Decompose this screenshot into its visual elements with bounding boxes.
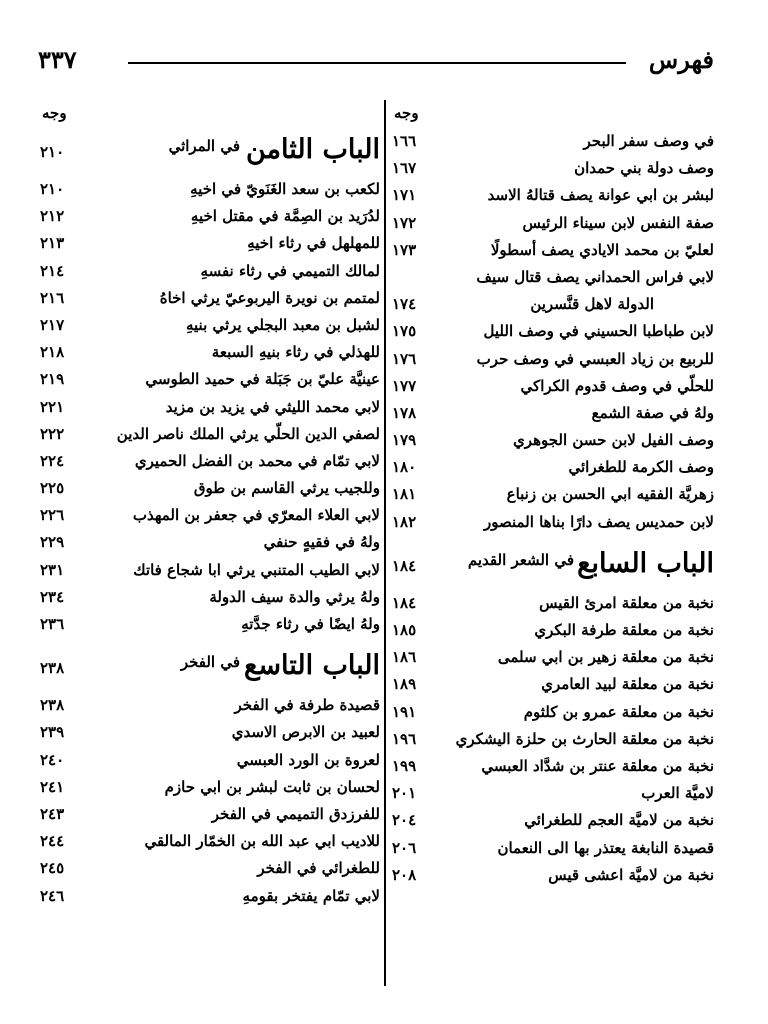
header-rule [128, 62, 626, 64]
entry-title: ولهُ في صفة الشمع [591, 403, 714, 422]
toc-entry [40, 801, 380, 828]
page-column-header: وجه [42, 104, 67, 122]
toc-entry [40, 557, 380, 584]
entry-title: قصيدة طرفة في الفخر [234, 696, 380, 715]
entry-title: لابي فراس الحمداني يصف قتال سيف [476, 267, 714, 286]
toc-entry [392, 644, 714, 671]
toc-entry [40, 258, 380, 285]
entry-title: لابي الطيب المتنبي يرثي ابا شجاع فاتك [133, 560, 380, 579]
entry-title: لعليّ بن محمد الايادي يصف أسطولًا [490, 240, 714, 259]
entry-title: لشبل بن معبد البجلي يرثي بنيهِ [185, 315, 380, 334]
toc-entry [392, 237, 714, 264]
entry-page: ٢٤١ [40, 777, 65, 796]
toc-entry [392, 807, 714, 834]
entry-title: لابي تمّام يفتخر بقومهِ [242, 886, 380, 905]
entry-page: ٢٢١ [40, 397, 65, 416]
entry-page: ١٨٩ [392, 675, 417, 694]
section-subtitle: في الفخر [180, 653, 240, 672]
entry-title: نخبة من معلقة عنتر بن شدَّاد العبسي [481, 756, 714, 775]
toc-entry [392, 481, 714, 508]
entry-title: لابن حمديس يصف دارًا بناها المنصور [483, 512, 714, 531]
section-page: ١٨٤ [392, 556, 417, 575]
entry-title: الدولة لاهل قنَّسرين [530, 295, 654, 314]
toc-entry [40, 774, 380, 801]
entry-page: ٢٠١ [392, 784, 417, 803]
toc-entry [40, 611, 380, 638]
entry-title: لابي تمّام في محمد بن الفضل الحميري [134, 451, 380, 470]
toc-entry [40, 448, 380, 475]
toc-entry [392, 726, 714, 753]
toc-entry [392, 617, 714, 644]
toc-entry [40, 692, 380, 719]
toc-entry [392, 264, 714, 291]
toc-entry [392, 509, 714, 536]
entry-page: ١٧٩ [392, 431, 417, 450]
section-subtitle: في المراثي [168, 137, 240, 155]
entry-title: لابي العلاء المعرّي في جعفر بن المهذب [132, 506, 380, 525]
entry-title: للطغرائي في الفخر [257, 859, 380, 878]
left-column [40, 98, 380, 988]
toc-entry [392, 454, 714, 481]
entry-page: ٢٢٥ [40, 479, 65, 498]
toc-entry [40, 203, 380, 230]
entry-title: وللجيب يرثي القاسم بن طوق [193, 479, 380, 498]
entry-title: نخبة من لاميَّة العجم للطغرائي [524, 811, 714, 830]
toc-entry [40, 421, 380, 448]
toc-entry [392, 210, 714, 237]
entry-page: ٢٢٤ [40, 451, 65, 470]
toc-entry [392, 427, 714, 454]
entry-page: ٢١٨ [40, 343, 65, 362]
entry-title: ولهُ في فقيهٍ حنفي [263, 533, 380, 552]
entry-page: ١٩١ [392, 702, 417, 721]
entry-page: ٢٣٦ [40, 615, 65, 633]
entry-title: لحسان بن ثابت لبشر بن ابي حازم [164, 777, 380, 796]
entry-title: للربيع بن زياد العبسي في وصف حرب [476, 349, 714, 368]
entry-title: لابن طباطبا الحسيني في وصف الليل [483, 322, 714, 341]
entry-page: ٢٠٨ [392, 865, 417, 884]
section-title: الباب الثامن [245, 134, 380, 165]
toc-entry [392, 400, 714, 427]
entry-title: لعروة بن الورد العبسي [236, 750, 380, 769]
entry-title: نخبة من معلقة زهير بن ابي سلمى [497, 648, 714, 667]
entry-page: ١٧١ [392, 186, 417, 205]
entry-page: ٢٤٠ [40, 750, 65, 769]
entry-title: للمهلهل في رثاء اخيهِ [247, 234, 380, 253]
entry-list [40, 692, 380, 910]
toc-entry [392, 671, 714, 698]
entry-page: ١٨٠ [392, 458, 417, 477]
section-title: الباب التاسع [243, 650, 380, 682]
entry-page: ١٦٧ [392, 159, 417, 178]
entry-title: لبشر بن ابي عوانة يصف قتالهُ الاسد [487, 186, 714, 205]
toc-entry [40, 176, 380, 203]
toc-entry [392, 699, 714, 726]
toc-entry [392, 346, 714, 373]
toc-entry [40, 529, 380, 556]
entry-page: ٢١٤ [40, 261, 65, 280]
entry-title: زهريَّة الفقيه ابي الحسن بن زنباع [506, 485, 714, 504]
toc-entry [40, 883, 380, 910]
entry-title: للحلّي في وصف قدوم الكراكي [520, 376, 714, 395]
entry-page: ٢٢٩ [40, 533, 65, 552]
entry-title: نخبة من لاميَّة اعشى قيس [548, 865, 714, 884]
entry-title: نخبة من معلقة طرفة البكري [534, 621, 714, 639]
entry-title: وصف دولة بني حمدان [574, 159, 714, 178]
entry-page: ٢٤٥ [40, 859, 65, 878]
entry-page: ١٨١ [392, 485, 417, 504]
toc-entry [392, 862, 714, 889]
entry-page: ١٦٦ [392, 132, 417, 150]
entry-page: ٢١٢ [40, 207, 65, 226]
entry-title: للاديب ابي عبد الله بن الخمّار المالقي [144, 832, 380, 851]
section-page: ٢٣٨ [40, 659, 65, 678]
entry-title: نخبة من معلقة امرئ القيس [539, 593, 714, 612]
section-subtitle: في الشعر القديم [467, 550, 574, 569]
section-heading [40, 644, 380, 692]
toc-entry [40, 855, 380, 882]
entry-page: ٢٠٤ [392, 811, 417, 830]
entry-title: لابي محمد الليثي في يزيد بن مزيد [165, 397, 380, 416]
column-divider [384, 100, 386, 986]
toc-entry [392, 590, 714, 617]
toc-entry [40, 719, 380, 746]
toc-entry [392, 780, 714, 807]
entry-page: ٢٢٢ [40, 424, 65, 443]
entry-page: ٢١٣ [40, 234, 65, 253]
entry-title: للهذلي في رثاء بنيهِ السبعة [211, 343, 380, 362]
entry-page: ٢٠٦ [392, 838, 417, 857]
toc-entry [392, 291, 714, 318]
entry-page: ٢٤٤ [40, 832, 65, 851]
toc-entry [40, 339, 380, 366]
entry-page: ١٩٩ [392, 756, 417, 775]
entry-title: نخبة من معلقة عمرو بن كلثوم [523, 702, 714, 721]
entry-title: وصف الفيل لابن حسن الجوهري [513, 431, 714, 450]
entry-page: ١٧٧ [392, 376, 417, 395]
entry-page: ١٧٤ [392, 295, 417, 314]
toc-entry [392, 128, 714, 155]
entry-title: للفرزدق التميمي في الفخر [211, 804, 380, 823]
entry-page: ١٨٤ [392, 593, 417, 612]
entry-title: ولهُ ايضًا في رثاء جدَّتهِ [241, 615, 380, 633]
entry-page: ٢٣٩ [40, 723, 65, 742]
entry-title: لصفي الدين الحلّي يرثي الملك ناصر الدين [116, 424, 380, 443]
toc-entry [40, 312, 380, 339]
entry-title: لكعب بن سعد الغَنَويّ في اخيهِ [190, 180, 380, 198]
toc-entry [40, 584, 380, 611]
entry-title: ولهُ يرثي والدة سيف الدولة [209, 587, 380, 606]
entry-page: ٢١٩ [40, 370, 65, 389]
section-title: الباب السابع [577, 547, 714, 579]
entry-list [392, 128, 714, 536]
toc-entry [392, 373, 714, 400]
page-header [38, 42, 714, 82]
entry-page: ٢٢٦ [40, 506, 65, 525]
entry-page: ١٩٦ [392, 729, 417, 748]
entry-page: ١٧٥ [392, 322, 417, 341]
entry-page: ٢٤٣ [40, 804, 65, 823]
entry-title: عينيَّة عليّ بن جَبَلة في حميد الطوسي [145, 370, 380, 389]
entry-page: ٢١٧ [40, 315, 65, 334]
entry-title: قصيدة النابغة يعتذر بها الى النعمان [497, 838, 714, 857]
toc-entry [40, 285, 380, 312]
toc-entry [392, 835, 714, 862]
toc-entry [40, 230, 380, 257]
entry-title: لاميَّة العرب [641, 784, 714, 803]
entry-title: نخبة من معلقة لبيد العامري [541, 675, 714, 694]
entry-page: ٢٣١ [40, 560, 65, 579]
entry-title: لدُرَيد بن الصِمَّة في مقتل اخيهِ [190, 207, 380, 226]
section-page: ٢١٠ [40, 143, 65, 161]
right-column [392, 98, 714, 988]
page-column-header: وجه [394, 104, 419, 122]
toc-entry [40, 747, 380, 774]
entry-title: صفة النفس لابن سيناء الرئيس [522, 213, 714, 232]
entry-title: لمتمم بن نويرة اليربوعيّ يرثي اخاهُ [159, 288, 380, 307]
entry-page: ٢١٠ [40, 180, 65, 198]
entry-title: نخبة من معلقة الحارث بن حلزة اليشكري [455, 729, 714, 748]
page-title: فهرس [648, 45, 714, 74]
toc-entry [40, 828, 380, 855]
page-number: ٣٣٧ [38, 45, 77, 74]
entry-page: ٢٣٤ [40, 587, 65, 606]
entry-page: ١٧٣ [392, 240, 417, 259]
entry-title: في وصف سفر البحر [583, 132, 714, 150]
entry-list [40, 176, 380, 638]
toc-entry [392, 182, 714, 209]
toc-entry [40, 366, 380, 393]
entry-page: ١٨٥ [392, 621, 417, 639]
entry-page: ٢١٦ [40, 288, 65, 307]
section-heading [392, 542, 714, 590]
toc-entry [40, 394, 380, 421]
entry-page: ٢٣٨ [40, 696, 65, 715]
entry-title: لمالك التميمي في رثاء نفسهِ [200, 261, 380, 280]
entry-page: ١٧٨ [392, 403, 417, 422]
entry-page: ١٧٦ [392, 349, 417, 368]
entry-page: ١٨٦ [392, 648, 417, 667]
entry-page: ٢٤٦ [40, 886, 65, 905]
toc-entry [392, 753, 714, 780]
toc-entry [392, 155, 714, 182]
toc-entry [40, 502, 380, 529]
entry-title: لعبيد بن الابرص الاسدي [231, 723, 380, 742]
entry-title: وصف الكرمة للطغرائي [568, 458, 714, 477]
toc-entry [392, 318, 714, 345]
section-heading [40, 128, 380, 176]
entry-page: ١٨٢ [392, 512, 417, 531]
entry-list [392, 590, 714, 889]
toc-entry [40, 475, 380, 502]
entry-page: ١٧٢ [392, 213, 417, 232]
